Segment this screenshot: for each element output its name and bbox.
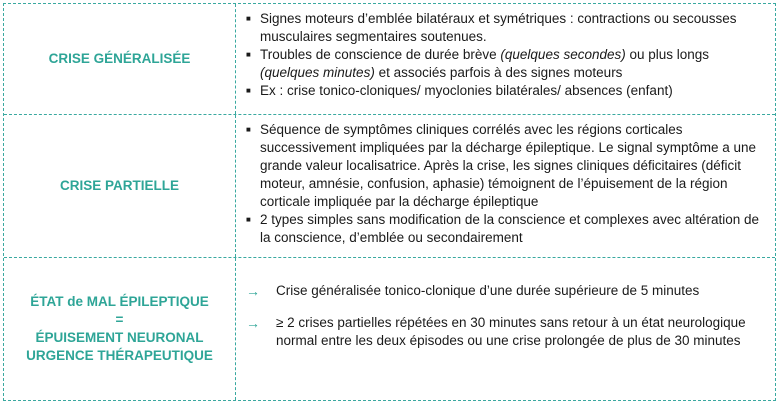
row-content-cell [236, 258, 775, 400]
list-item-text: Crise généralisée tonico-clonique d’une durée supérieure de 5 minutes [276, 283, 700, 298]
list-item-text: Séquence de symptômes cliniques corrélés avec les régions corticales successivement impliquées par la décharge épileptique. Le signal symptôme a une grande valeur localisatrice. Après la crise, les signes cliniques déficitaires (déficit moteur, amnésie, confusion, aphasie) témoignent de l’épuisement de la région corticale impliquée par la décharge épileptique [260, 122, 757, 209]
row-content-cell [236, 4, 775, 114]
list-item [246, 10, 767, 46]
label-line: ÉTAT de MAL ÉPILEPTIQUE [30, 294, 209, 309]
info-table [3, 3, 776, 401]
arrow-right-icon: → [246, 315, 260, 331]
table-row-etat-de-mal [4, 257, 775, 400]
italic-segment: (quelques minutes) [260, 65, 375, 80]
text-segment: et associés parfois à des signes moteurs [374, 65, 623, 80]
square-bullet-icon: ■ [246, 14, 251, 23]
list-item-text: Signes moteurs d’emblée bilatéraux et symétriques : contractions ou secousses musculaires segmentaires soutenues. [260, 11, 737, 44]
label-line: URGENCE THÉRAPEUTIQUE [26, 348, 213, 363]
table-row-crise-partielle [4, 114, 775, 257]
row-label-cell [4, 4, 236, 114]
table-row-crise-generalisee [4, 4, 775, 114]
row-label: CRISE PARTIELLE [59, 178, 179, 193]
label-line: = [115, 312, 124, 327]
row-label: CRISE GÉNÉRALISÉE [48, 51, 191, 66]
list-item-text [260, 46, 767, 82]
list-item [246, 46, 767, 82]
text-segment: ou plus longs [625, 47, 710, 62]
arrow-right-icon: → [246, 283, 260, 299]
row-label-cell [4, 115, 236, 257]
row-label-cell [4, 258, 236, 400]
italic-segment: (quelques secondes) [500, 47, 626, 62]
square-bullet-icon: ■ [246, 215, 251, 224]
list-item [246, 282, 767, 300]
list-item-text: ≥ 2 crises partielles répétées en 30 minutes sans retour à un état neurologique normal entre les deux épisodes ou une crise prolongée de plus de 30 minutes [276, 315, 746, 348]
square-bullet-icon: ■ [246, 125, 251, 134]
text-segment: Troubles de conscience de durée brève [260, 47, 501, 62]
label-line: ÉPUISEMENT NEURONAL [35, 330, 204, 345]
list-item [246, 314, 767, 350]
row-label [26, 293, 213, 365]
row-content-cell [236, 115, 775, 257]
list-item-text: 2 types simples sans modification de la conscience et complexes avec altération de la conscience, d’emblée ou secondairement [260, 212, 760, 245]
list-item-text: Ex : crise tonico-cloniques/ myoclonies bilatérales/ absences (enfant) [260, 83, 673, 98]
list-item [246, 82, 767, 100]
square-bullet-icon: ■ [246, 86, 251, 95]
list-item [246, 211, 767, 247]
square-bullet-icon: ■ [246, 50, 251, 59]
list-item [246, 121, 767, 211]
